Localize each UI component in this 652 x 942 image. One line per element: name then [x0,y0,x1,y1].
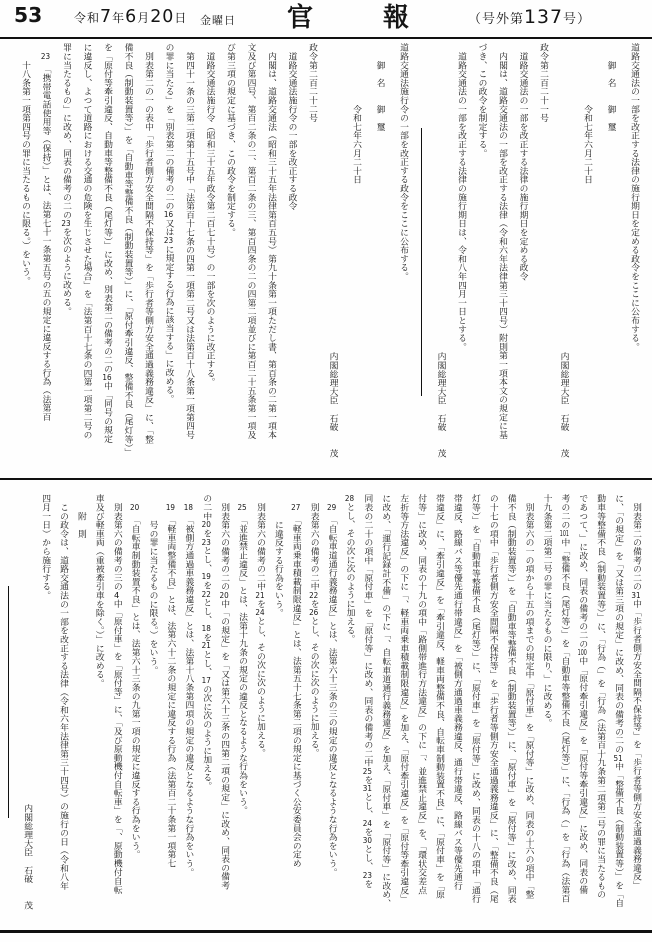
numeral: 4 [114,590,120,600]
text-column: 別表第六の一の項から十五の項までの規定中「原付車」を「原付等」に改め、同表の十六の項中「整 [523,494,534,899]
text-column: 道路交通法施行令（昭和三十五年政令第二百七十号）の一部を次のように改正する。 [204,43,215,387]
text-column: 28とし、その次に次のように加える。 [344,494,355,644]
text-column: 23 「携帯電話使用等（保持）」とは、法第七十一条第五号の五の規定に違反する行為（法第百 [40,51,51,421]
text-column: 考の二の101中「整備不良（尾灯等）」を「自動車等整備不良（尾灯等）」に、「行為（」を「行為（法第百 [559,494,570,903]
issue-weekday: 金曜日 [200,14,236,27]
issue-number: （号外第137号） [468,7,591,28]
band-bottom [0,481,652,930]
text-column: 18 「被側方通過車義務違反」とは、法第十八条第四項の規定の違反となるような行為をいう。 [183,502,194,877]
text-column: 別表第六の備考の二中21を24とし、その次に次のように加える。 [254,494,265,758]
numeral: 21 [255,590,265,600]
text-column: の二中20を23とし、19を22とし、18を21とし、17の次に次のように加える。 [201,494,212,791]
text-column: 令和七年六月二十日 [351,43,361,184]
text-column: 同表の二十の項中「原付車」を「原付等」に改め、同表の備考の二中25を31とし、24を30とし、23を [362,494,373,888]
text-column: に改め、「運行記録計不備」の下に「、自転車道通行義務違反」を加え、「原付車」を「原付等」に改め、 [380,494,391,908]
text-column: 罪に当たるもの」に改め、同表の備考の二の23を次のように改める。 [61,43,71,316]
text-column: 備不良（制動装置等）」を「自動車等整備不良（制動装置等）」に、「原付車」を「原付等」に改め、同表 [505,494,516,904]
numeral: 19 [165,502,176,512]
text-column: 別表第六の備考の二の20中「の規定」を「又は第六十三条の四第二項の規定」に改め、同表の備考 [219,494,230,890]
numeral: 101 [559,529,569,538]
signature-column: 内閣総理大臣 石破 茂 [22,804,33,910]
numeral: 20 [130,502,140,512]
numeral: 23 [362,870,372,880]
numeral: 25 [362,766,372,776]
text-column: 道路交通法施行令の一部を改正する政令 [286,43,297,211]
band-divider-rule [0,478,652,480]
numeral: 22 [201,589,211,598]
numeral: 24 [255,607,265,617]
text-column: 25 「並進禁止違反」とは、法第十九条の規定の違反となるような行為をいう。 [237,502,248,815]
text-column: 号の罪に当たるものに限る。）をいう。 [147,494,158,675]
text-column: の十七の項中「歩行者側方安全間隔不保持等」を「歩行者等側方安全通過義務違反」に、「整備不良（尾 [487,494,498,904]
numeral: 6 [125,7,138,27]
text-column: であつて、」に改め、同表の備考の二の100中「原付牽引違反」を「原付等牽引違反」に改め、同表の備 [577,494,588,894]
text-column: の罪に当たる」を「別表第二の備考の二の16又は23に規定する行為に該当する」に改める。 [163,43,174,403]
text-column: 内閣は、道路交通法の一部を改正する法律（令和六年法律第三十四号）附則第一項本文の規定に基 [497,43,507,439]
text-column: 別表第六の備考の三の4中「原付車」を「原付等」に、「及び原動機付自転車」を「、原動機付自転 [111,494,122,894]
numeral: 21 [201,641,211,650]
text-column: 動車等整備不良（制動装置等）」に、「行為（」を「行為（法第百十九条第二項第二号の罪に当たるもの [595,494,606,899]
text-column: 文及び第四号、第百二条の二、第百二条の三、第百四条の二の四第二項並びに第百二十五条第一項及 [245,43,256,439]
text-column: 車及び軽車両（重被牽引車を除く。）」に改める。 [93,494,104,688]
text-column: 政令第二百二十二号 [307,43,317,123]
numeral: 18 [201,624,211,633]
signature-column: 内閣総理大臣 石破 茂 [558,352,569,458]
signature-column: 内閣総理大臣 石破 茂 [327,352,338,458]
numeral: 16 [102,373,112,382]
numeral: 28 [344,494,355,503]
masthead-title: 官報 [287,3,480,33]
text-column: 29 「自転車道通行義務違反」とは、法第六十三条の三の規定の違反となるような行為をいう。 [326,502,337,877]
band-top [0,41,652,478]
numeral: 7 [100,7,113,27]
article-separator-rule [421,128,422,396]
numeral: 17 [201,676,211,685]
numeral: 23 [40,51,51,61]
numeral: 20 [201,520,211,529]
page-bottom-rule [0,930,652,933]
text-column: 道路交通法の一部を改正する法律の施行期日を定める政令 [517,43,528,281]
text-column: 御 名 御 璽 [605,43,616,131]
text-column: 20 「自転車制動装置不良」とは、法第六十三条の九第一項の規定に違反する行為をいう。 [129,502,140,859]
text-column: 十八条第一項第四号の罪に当たるものに限る。）をいう。 [20,43,30,285]
article-separator-rule [8,586,9,818]
issue-date: 令和7年6月20日 [74,7,188,27]
page-header [0,0,652,37]
numeral: 137 [524,7,563,28]
text-column: 別表第二の一の表中「歩行者側方安全間隔不保持等」を「歩行者等側方安全通過義務違反」に、「整 [143,43,153,444]
numeral: 23 [163,236,174,245]
numeral: 16 [163,210,174,219]
text-column: を「原付等牽引違反、自動車等整備不良（尾灯等）」に改め、別表第二の備考の二の16中「同号の規定 [102,43,112,443]
text-column: び第三項の規定に基づき、この政令を制定する。 [225,43,235,237]
numeral: 20 [219,590,229,600]
text-column: 帯違反」に、「牽引違反」を「牽引違反、軽車両整備不良、自転車制動装置不良」に、「原付車」を「原 [434,494,445,899]
page-number [14,5,42,26]
text-column: 十九条第二項第二号の罪に当たるものに限り、」に改める。 [541,494,552,728]
numeral: 31 [631,590,641,600]
text-column: この政令は、道路交通法の一部を改正する法律（令和六年法律第三十四号）の施行の日（令和八年 [58,494,68,890]
numeral: 25 [237,502,247,512]
numeral: 20 [150,7,175,27]
numeral: 24 [362,818,372,828]
text-column: 別表第六の備考の二中22を26とし、その次に次のように加える。 [308,494,319,758]
text-column: 政令第二百二十一号 [538,43,548,123]
text-column: 御 名 御 璽 [374,43,385,131]
numeral: 27 [291,502,301,512]
text-column: 道路交通法の一部を改正する法律の施行期日は、令和八年四月一日とする。 [456,43,466,351]
text-column: 左折等方法違反」の下に「、軽車両乗車積載制限違反」を加え、「原付牽引違反」を「原付等牽引違反」 [398,494,409,904]
numeral: 51 [613,753,623,762]
numeral: 22 [309,590,319,600]
text-column: に違反し、よつて道路における交通の危険を生じさせた場合」を「法第百十七条の四第一項第二号の [81,43,92,439]
text-column: 令和七年六月二十日 [582,43,592,184]
text-column: 19 「軽車両整備不良」とは、法第六十二条の規定に違反する行為（法第百二十条第一項第七 [165,502,176,868]
numeral: 19 [201,572,211,581]
text-column: 道路交通法の一部を改正する法律の施行期日を定める政令をここに公布する。 [629,43,639,351]
text-column: 内閣は、道路交通法（昭和三十五年法律第百五号）第九十条第一項ただし書、第百条の二第一項本 [266,43,276,439]
numeral: 26 [309,607,319,617]
numeral: 23 [201,537,211,546]
text-column: 灯等）」を「自動車等整備不良（尾灯等）」に、「原付車」を「原付等」に改め、同表の十八の項中「通行 [469,494,480,904]
numeral: 53 [14,3,43,27]
header-rule [0,37,652,39]
text-column: 附 則 [75,494,86,538]
text-column: 付等」に改め、同表の十九の項中「路側帯進行方法違反」の下に「、並進禁止違反」を、「環状交差点 [416,494,427,895]
text-column: 27 「軽車両乗車積載制限違反」とは、法第五十七条第二項の規定に基づく公安委員会の定め [290,502,301,868]
text-column: 別表第二の備考の二の31中「歩行者側方安全間隔不保持等」を「歩行者等側方安全通過義務違反」 [631,494,641,890]
numeral: 18 [183,502,193,512]
text-column: 四月一日）から施行する。 [40,494,51,600]
numeral: 29 [326,502,337,512]
text-column: に違反する行為をいう。 [272,494,283,618]
text-column: 帯違反、路線バス等優先通行帯違反」を「被側方通過車義務違反、通行帯違反、路線バス等優先通行 [451,494,462,890]
numeral: 30 [362,835,372,845]
text-column: に、「の規定」を「又は第三項の規定」に改め、同表の備考の二の51中「整備不良（制動装置等）」を「自 [613,494,624,908]
numeral: 100 [577,648,587,657]
text-column: 備不良（制動装置等）」を「自動車等整備不良（制動装置等）」に、「原付牽引違反、整備不良（尾灯等）」 [122,43,133,457]
text-column: 道路交通法施行令の一部を改正する政令をここに公布する。 [398,43,408,281]
numeral: 31 [362,783,372,793]
text-column: づき、この政令を制定する。 [476,43,487,158]
signature-column: 内閣総理大臣 石破 茂 [435,352,446,458]
text-column: 第四十一条の三第二項第十五号中「法第百十七条の四第一項第二号又は法第百十八条第一項第四号 [184,43,194,439]
numeral: 23 [61,219,71,228]
